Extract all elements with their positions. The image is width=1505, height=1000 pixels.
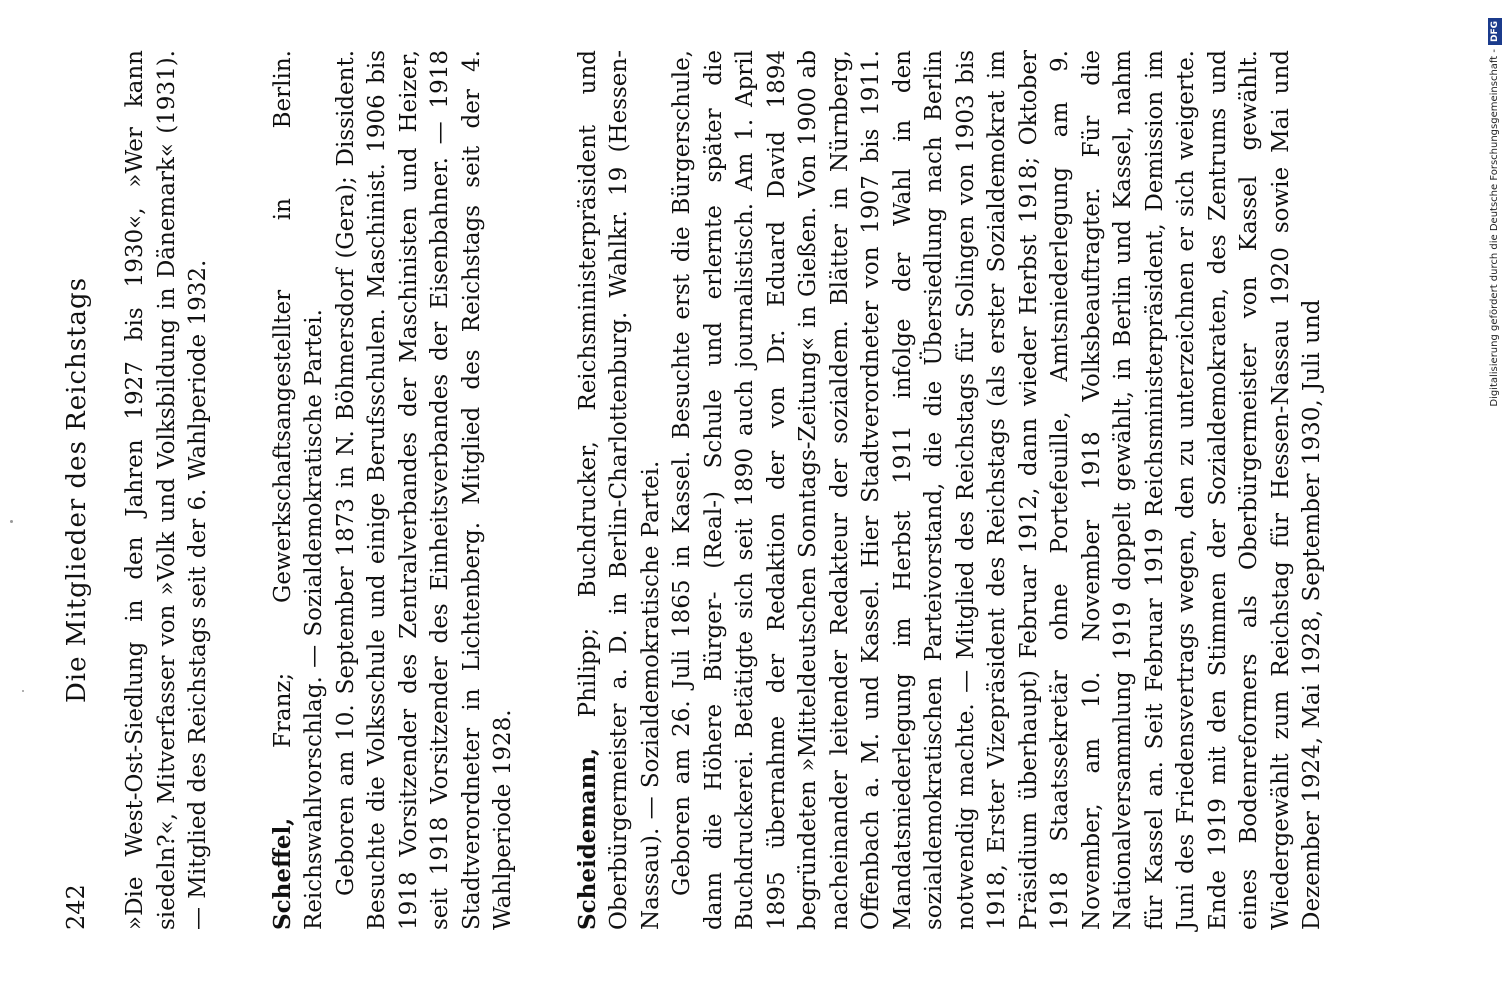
entry-name: Scheidemann,: [573, 747, 601, 930]
page-header: [62, 50, 102, 930]
digitization-note: [1488, 18, 1502, 978]
continued-paragraph: »Die West-Ost-Siedlung in den Jahren 1927 bis 1930«, »Wer kann siedeln?«, Mitverfasser von »Volk und Volksbildung in Dänemark« (1931). — Mitglied des Reichstags seit der 6. Wahlperiode 1932.: [122, 50, 211, 930]
body-text: [120, 50, 1329, 930]
entry-scheidemann-heading: [572, 50, 668, 930]
running-title: Die Mitglieder des Reichstags: [62, 276, 92, 704]
entry-head-text: Franz; Gewerkschaftsangestellter in Berlin. Reichswahlvorschlag. — Sozialdemokratische Partei.: [269, 50, 327, 930]
dfg-logo: DFG: [1488, 18, 1502, 45]
digitization-note-text: Digitalisierung gefördert durch die Deutsche Forschungsgemeinschaft -: [1489, 49, 1500, 407]
scan-speck: [22, 690, 24, 692]
entry-scheidemann-body: Geboren am 26. Juli 1865 in Kassel. Besuchte erst die Bürgerschule, dann die Höhere Bürger- (Real-) Schule und erlernte später die Buchdruckerei. Betätigte sich seit 1890 auch journalistisch. Am 1. April 1895 übernahme der Redaktion der von Dr. Eduard David 1894 begründeten »Mitteldeutschen Sonntags-Zeitung« in Gießen. Von 1900 ab nacheinander leitender Redakteur der sozialdem. Blätter in Nürnberg, Offenbach a. M. und Kassel. Hier Stadtverordneter von 1907 bis 1911. Mandatsniederlegung im Herbst 1911 infolge der Wahl in den sozialdemokratischen Parteivorstand, die die Übersiedlung nach Berlin notwendig machte. — Mitglied des Reichstags für Solingen von 1903 bis 1918, Erster Vizepräsident des Reichstags (als erster Sozialdemokrat im Präsidium überhaupt) Februar 1912, dann wieder Herbst 1918; Oktober 1918 Staatssekretär ohne Portefeuille, Amtsniederlegung am 9. November, am 10. November 1918 Volksbeauftragter. Für die Nationalversammlung 1919 doppelt gewählt, in Berlin und Kassel, nahm für Kassel an. Seit Februar 1919 Reichsministerpräsident, Demission im Juni des Friedensvertrags wegen, den zu unterzeichnen er sich weigerte. Ende 1919 mit den Stimmen der Sozialdemokraten, des Zentrums und eines Bodenreformers als Oberbürgermeister von Kassel gewählt. Wiedergewählt zum Reichstag für Hessen-Nassau 1920 sowie Mai und Dezember 1924, Mai 1928, September 1930, Juli und: [669, 50, 1325, 930]
scan-speck: [10, 520, 13, 523]
entry-scheffel-heading: [267, 50, 331, 930]
entry-head-text: Philipp; Buchdrucker, Reichsministerpräsident und Oberbürgermeister a. D. in Berlin-Charlottenburg. Wahlkr. 19 (Hessen-Nassau). — Sozialdemokratische Partei.: [574, 50, 664, 930]
page-number: 242: [62, 884, 90, 930]
entry-scheffel-body: Geboren am 10. September 1873 in N. Böhmersdorf (Gera); Dissident. Besuchte die Volksschule und einige Berufsschulen. Maschinist. 1906 bis 1918 Vorsitzender des Zentralverbandes der Maschinisten und Heizer, seit 1918 Vorsitzender des Einheitsverbandes der Eisenbahner. — 1918 Stadtverordneter in Lichtenberg. Mitglied des Reichstags seit der 4. Wahlperiode 1928.: [332, 50, 516, 930]
entry-name: Scheffel,: [268, 817, 296, 930]
